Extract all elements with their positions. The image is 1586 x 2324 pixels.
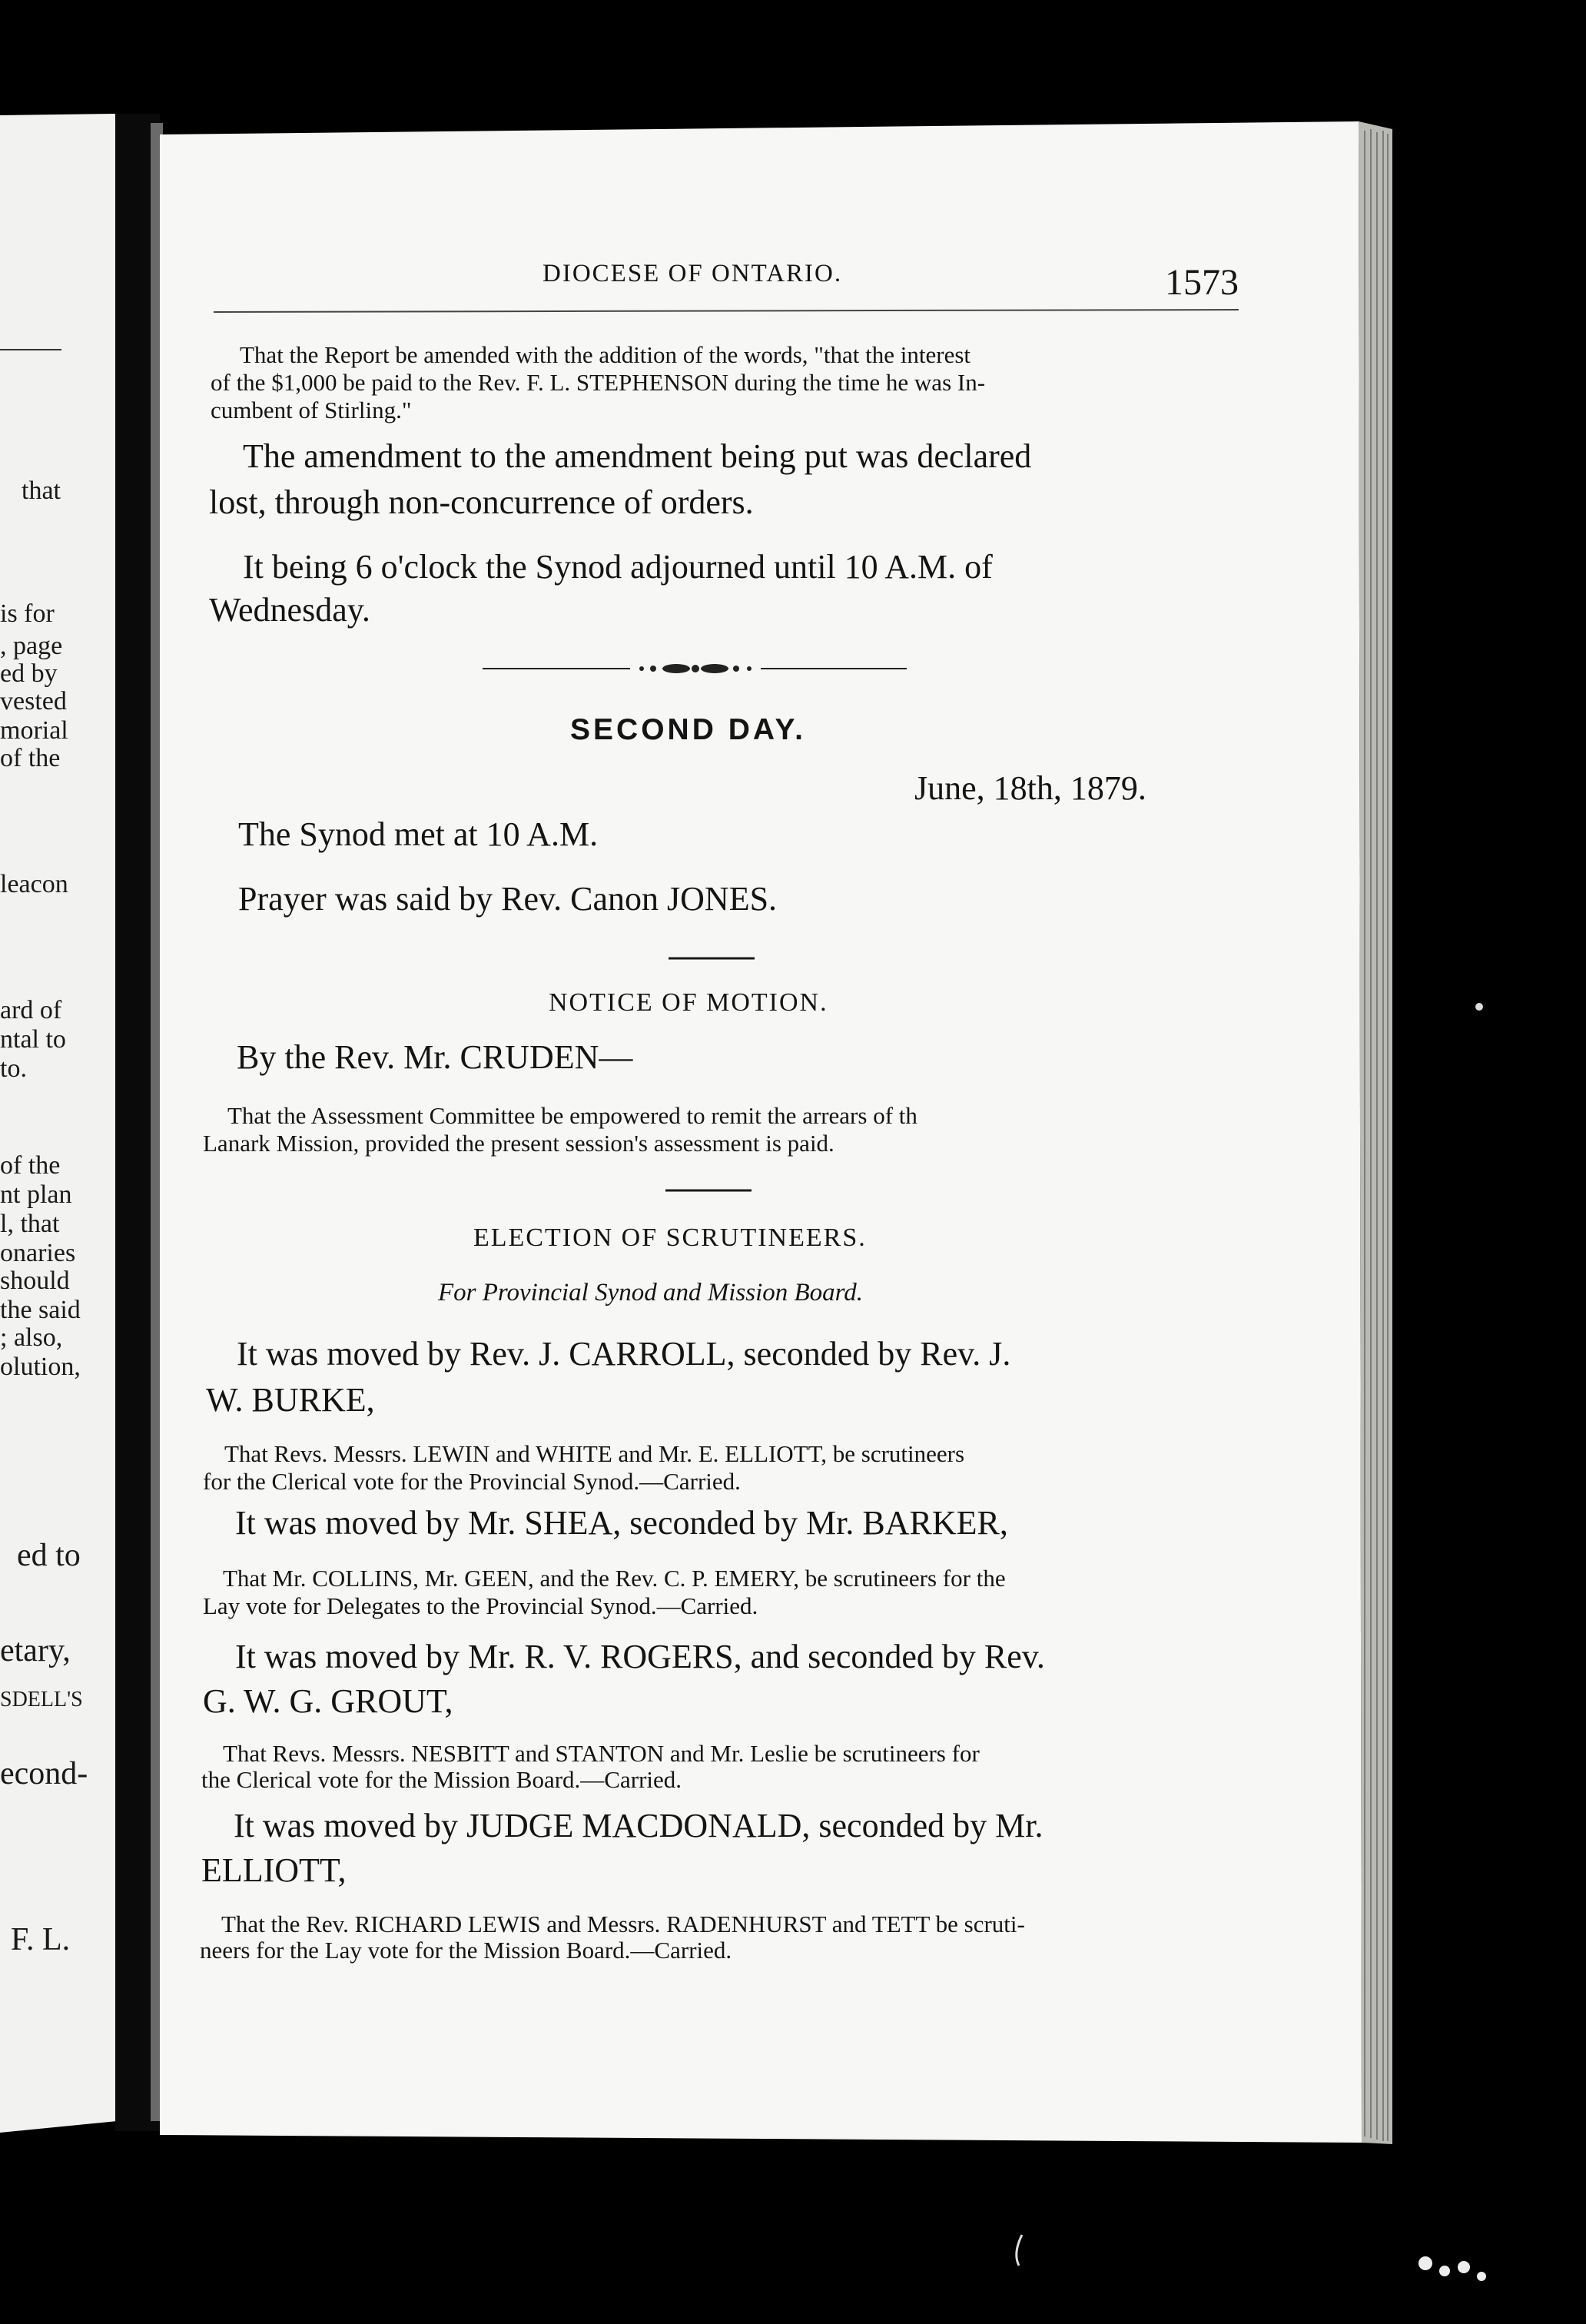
paragraph-line: lost, through non-concurrence of orders.	[209, 483, 754, 521]
paragraph-line: cumbent of Stirling."	[211, 397, 412, 423]
motion-line: W. BURKE,	[206, 1381, 375, 1419]
resolution-line: That the Rev. RICHARD LEWIS and Messrs. RADENHURST and TETT be scruti-	[221, 1911, 1025, 1937]
paragraph-line: By the Rev. Mr. CRUDEN—	[237, 1038, 633, 1076]
paragraph-line: Prayer was said by Rev. Canon JONES.	[238, 880, 778, 918]
left-fragment: vested	[0, 687, 67, 715]
left-fragment: of the	[0, 1151, 61, 1180]
left-page	[0, 114, 117, 2133]
motion-line: It was moved by Mr. SHEA, seconded by Mr. BARKER,	[235, 1504, 1008, 1542]
left-fragment: SDELL'S	[0, 1688, 83, 1711]
left-fragment: l, that	[0, 1210, 60, 1238]
paragraph-line: The amendment to the amendment being put was declared	[243, 437, 1032, 475]
left-fragment: ntal to	[0, 1025, 66, 1054]
resolution-line: neers for the Lay vote for the Mission Board.—Carried.	[200, 1937, 732, 1964]
left-fragment: , page	[0, 632, 63, 660]
motion-line: G. W. G. GROUT,	[203, 1682, 453, 1720]
left-fragment: that	[22, 476, 61, 505]
motion-line: ELLIOTT,	[201, 1851, 347, 1889]
paragraph-line: Lanark Mission, provided the present session's assessment is paid.	[203, 1130, 834, 1157]
resolution-line: That Mr. COLLINS, Mr. GEEN, and the Rev. C. P. EMERY, be scrutineers for the	[223, 1565, 1006, 1592]
left-fragment: onaries	[0, 1239, 76, 1267]
paragraph-line: of the $1,000 be paid to the Rev. F. L. STEPHENSON during the time he was In-	[211, 369, 986, 396]
resolution-line: Lay vote for Delegates to the Provincial Synod.—Carried.	[203, 1592, 758, 1619]
paragraph-line: Wednesday.	[209, 591, 370, 629]
resolution-line: That Revs. Messrs. NESBITT and STANTON and Mr. Leslie be scrutineers for	[223, 1740, 980, 1767]
subsection-subheading: For Provincial Synod and Mission Board.	[438, 1279, 864, 1306]
subsection-heading: ELECTION OF SCRUTINEERS.	[473, 1223, 867, 1252]
paragraph-line: The Synod met at 10 A.M.	[238, 815, 599, 853]
left-fragment: of the	[0, 744, 61, 772]
left-fragment: the said	[0, 1296, 81, 1324]
paragraph-line: It being 6 o'clock the Synod adjourned until 10 A.M. of	[243, 548, 993, 586]
left-fragment: F. L.	[11, 1922, 71, 1957]
motion-line: It was moved by Mr. R. V. ROGERS, and seconded by Rev.	[235, 1638, 1045, 1675]
left-fragment: is for	[0, 599, 55, 628]
resolution-line: That Revs. Messrs. LEWIN and WHITE and Mr. E. ELLIOTT, be scrutineers	[224, 1440, 965, 1467]
motion-line: It was moved by Rev. J. CARROLL, seconded by Rev. J.	[237, 1335, 1011, 1373]
left-fragment: leacon	[0, 870, 68, 898]
section-heading: SECOND DAY.	[570, 713, 806, 746]
left-fragment: econd-	[0, 1756, 88, 1791]
paragraph-line: That the Assessment Committee be empowered to remit the arrears of th	[227, 1102, 917, 1129]
paragraph-line: That the Report be amended with the addition of the words, "that the interest	[240, 341, 971, 368]
left-fragment: ; also,	[0, 1323, 63, 1352]
resolution-line: for the Clerical vote for the Provincial Synod.—Carried.	[203, 1468, 741, 1495]
running-title: DIOCESE OF ONTARIO.	[542, 260, 843, 287]
resolution-line: the Clerical vote for the Mission Board.—Carried.	[201, 1766, 682, 1793]
left-fragment: ard of	[0, 996, 62, 1024]
left-fragment: to.	[0, 1054, 27, 1083]
motion-line: It was moved by JUDGE MACDONALD, seconded by Mr.	[234, 1807, 1044, 1844]
left-fragment: ed by	[0, 659, 58, 688]
left-fragment: should	[0, 1267, 70, 1295]
section-date: June, 18th, 1879.	[914, 769, 1146, 807]
left-fragment: morial	[0, 716, 68, 745]
left-fragment: nt plan	[0, 1180, 72, 1209]
subsection-heading: NOTICE OF MOTION.	[549, 988, 828, 1017]
page-number: 1573	[1165, 262, 1239, 303]
left-fragment: ed to	[17, 1538, 81, 1573]
left-fragment: olution,	[0, 1353, 81, 1381]
left-fragment: etary,	[0, 1633, 71, 1668]
